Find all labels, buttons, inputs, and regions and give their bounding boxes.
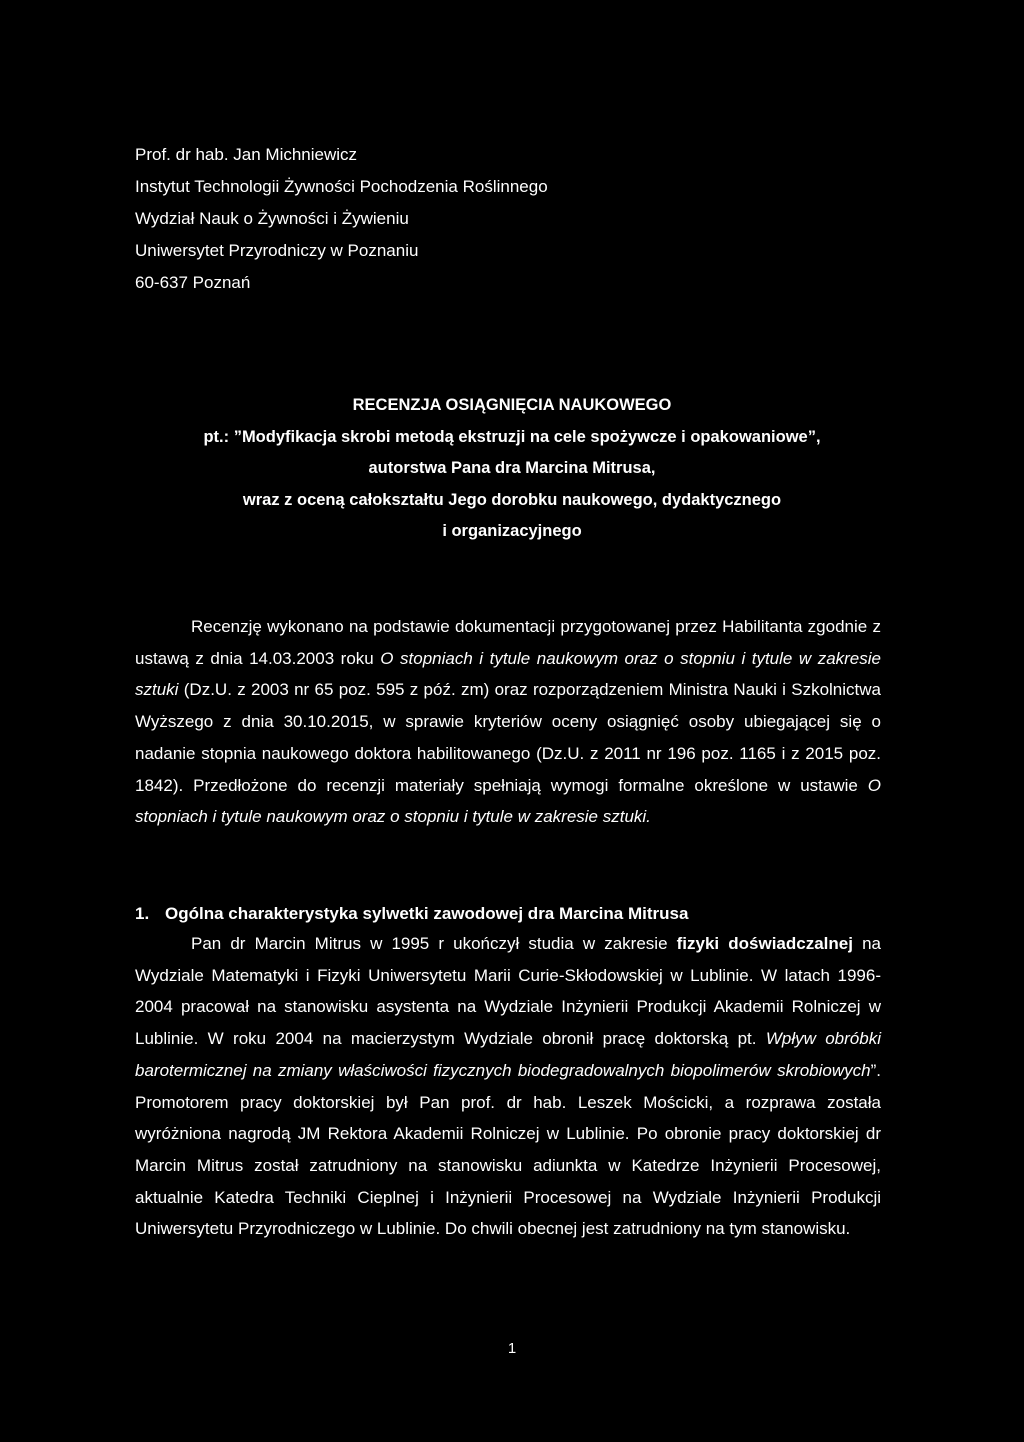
university-name: Uniwersytet Przyrodniczy w Poznaniu [135,241,419,260]
author-address-block [135,139,548,299]
page-number: 1 [507,1340,517,1357]
section-bold-field: fizyki doświadczalnej [676,934,853,953]
section-title: Ogólna charakterystyka sylwetki zawodowej dra Marcina Mitrusa [165,904,689,923]
section-text-3: ”. Promotorem pracy doktorskiej był Pan prof. dr hab. Leszek Mościcki, a rozprawa została wyróżniona nagrodą JM Rektora Akademii Rolniczej w Lublinie. Po obronie pracy doktorskiej dr Marcin Mitrus został zatrudniony na stanowisku adiunkta w Katedrze Inżynierii Procesowej, aktualnie Katedra Techniki Cieplnej i Inżynierii Procesowej na Wydziale Inżynierii Produkcji Uniwersytetu Przyrodniczego w Lublinie. Do chwili obecnej jest zatrudniony na tym stanowisku. [135,1060,881,1239]
institute-name: Instytut Technologii Żywności Pochodzenia Roślinnego [135,177,548,196]
section-text-1: Pan dr Marcin Mitrus w 1995 r ukończył studia w zakresie [191,934,677,953]
author-name: Prof. dr hab. Jan Michniewicz [135,145,358,164]
review-subject-line-2: autorstwa Pana dra Marcina Mitrusa, [368,459,656,477]
intro-act-title-repeat: O stopniach i tytule naukowym oraz o stopniu i tytule w zakresie sztuki. [135,775,881,827]
postal-address: 60-637 Poznań [135,273,251,292]
section-number: 1. [135,904,150,923]
section-paragraph [135,928,881,1245]
section-heading [135,899,688,929]
section-text-2: na Wydziale Matematyki i Fizyki Uniwersytetu Marii Curie-Skłodowskiej w Lublinie. W latach 1996-2004 pracował na stanowisku asystenta na Wydziale Inżynierii Produkcji Akademii Rolniczej w Lublinie. W roku 2004 na macierzystym Wydziale obronił pracę doktorską pt. [135,934,881,1049]
intro-text-2: (Dz.U. z 2003 nr 65 poz. 595 z póź. zm) oraz rozporządzeniem Ministra Nauki i Szkolnictwa Wyższego z dnia 30.10.2015, w sprawie kryteriów oceny osiągnięć osoby ubiegającej się o nadanie stopnia naukowego doktora habilitowanego (Dz.U. z 2011 nr 196 poz. 1165 i z 2015 poz. 1842). Przedłożone do recenzji materiały spełniają wymogi formalne określone w ustawie [135,680,881,795]
intro-paragraph [135,611,881,833]
intro-act-title: O stopniach i tytule naukowym oraz o stopniu i tytule w zakresie sztuki [135,648,881,700]
review-subject-line-3: wraz z oceną całokształtu Jego dorobku naukowego, dydaktycznego [242,490,782,509]
review-subject-line-1: pt.: ”Modyfikacja skrobi metodą ekstruzji na cele spożywcze i opakowaniowe”, [203,427,821,446]
thesis-title: Wpływ obróbki barotermicznej na zmiany właściwości fizycznych biodegradowalnych biopolimerów skrobiowych [135,1029,881,1080]
faculty-name: Wydział Nauk o Żywności i Żywieniu [135,209,409,228]
intro-text-1: Recenzję wykonano na podstawie dokumentacji przygotowanej przez Habilitanta zgodnie z ustawą z dnia 14.03.2003 roku [135,617,881,668]
review-title-block [120,390,904,548]
review-title: RECENZJA OSIĄGNIĘCIA NAUKOWEGO [352,396,672,414]
review-subject-line-4: i organizacyjnego [442,522,582,540]
